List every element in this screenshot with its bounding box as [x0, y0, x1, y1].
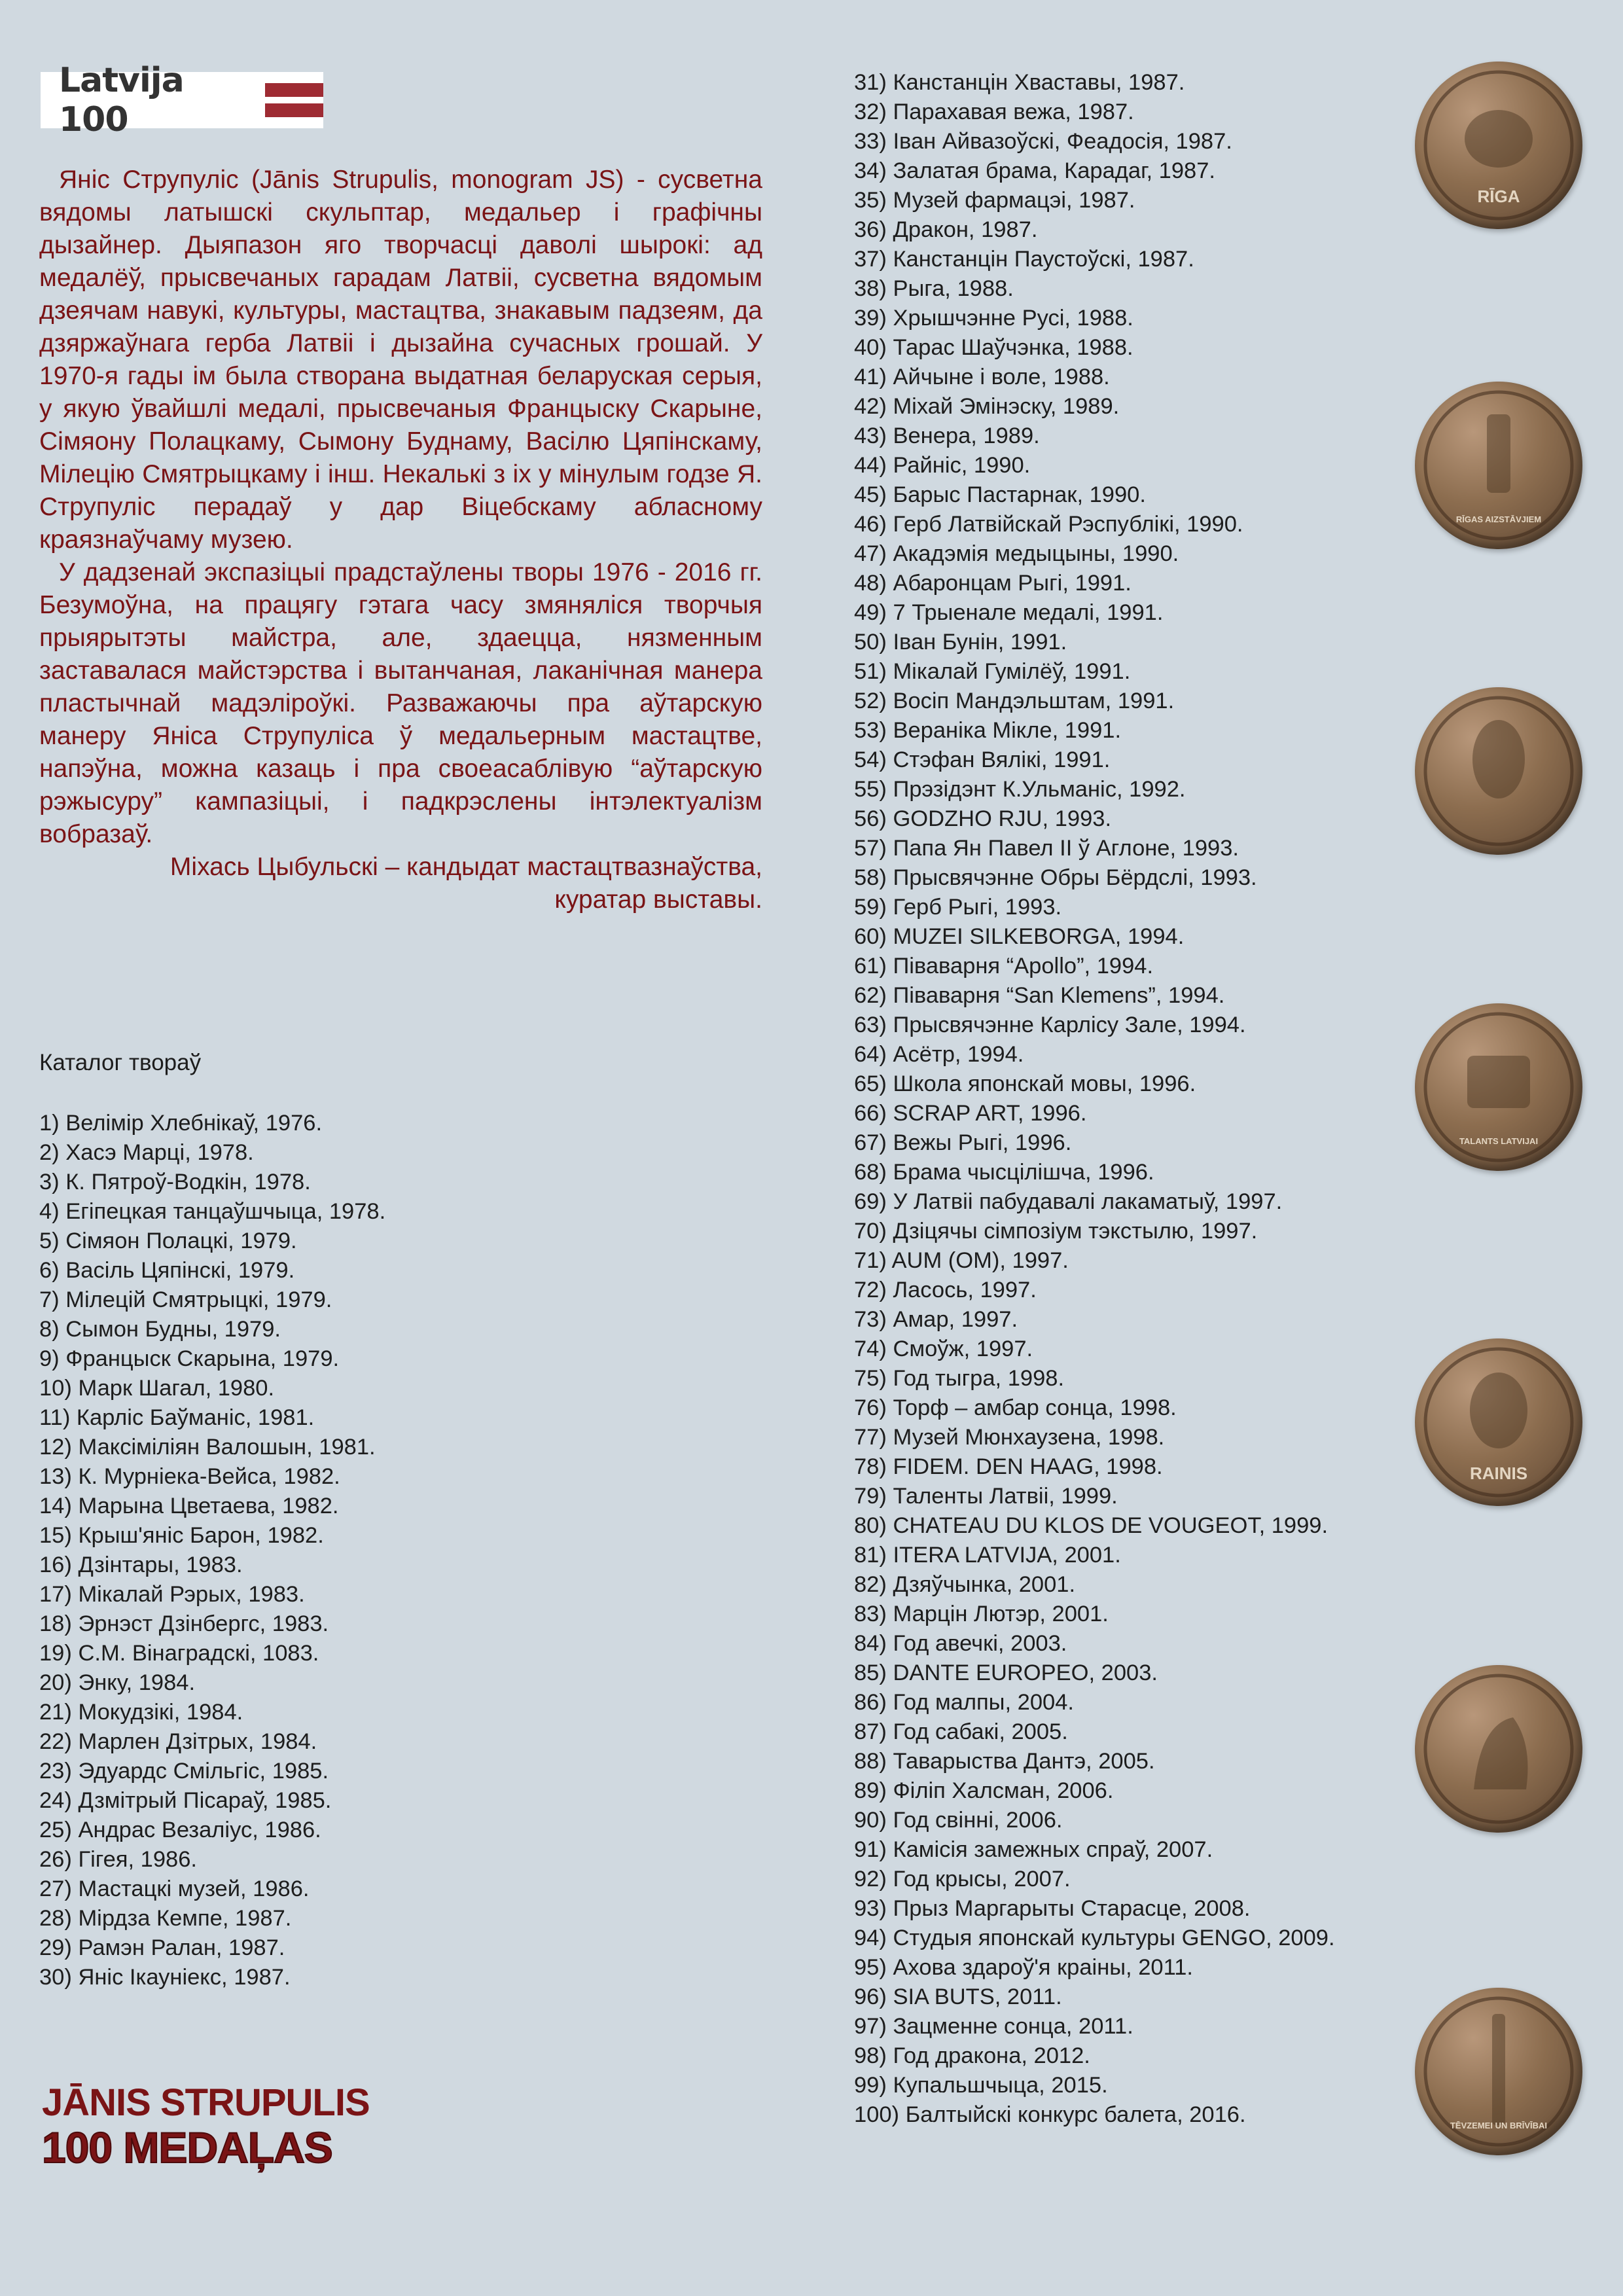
catalog-item: 87) Год сабакі, 2005.	[854, 1719, 1068, 1744]
intro-paragraph-1: Яніс Струпуліс (Jānis Strupulis, monogram JS) - сусветна вядомы латышскі скульптар, медальер і графічны дызайнер. Дыяпазон яго творчасці даволі шырокі: ад медалёў, прысвечаных гарадам Латвіі, сусветна вядомым дзеячам навукі, культуры, мастацтва, знакавым падзеям, да дзяржаўнага герба Латвіі і дызайна сучасных грошай. У 1970-я гады ім была створана выдатная беларуская серыя, у якую ўвайшлі медалі, прысвечаныя Францыску Скарыне, Сімяону Полацкаму, Сымону Буднаму, Васілю Цяпінскаму, Мілецію Смятрыцкаму і інш. Некалькі з іх у мінулым годзе Я. Струпуліс перадаў у дар Віцебскаму абласному краязнаўчаму музею.	[39, 166, 762, 554]
catalog-item: 59) Герб Рыгі, 1993.	[854, 895, 1062, 920]
brand-medal-count: 100 MEDAĻAS	[42, 2123, 332, 2172]
catalog-item: 60) MUZEI SILKEBORGA, 1994.	[854, 924, 1185, 949]
catalog-list-right	[854, 68, 1417, 2130]
catalog-item: 76) Торф – амбар сонца, 1998.	[854, 1395, 1177, 1420]
catalog-item: 37) Канстанцін Паустоўскі, 1987.	[854, 247, 1194, 272]
catalog-item: 53) Вераніка Мікле, 1991.	[854, 718, 1122, 743]
catalog-item: 41) Айчыне і волe, 1988.	[854, 365, 1110, 389]
catalog-item: 77) Музей Мюнхаузена, 1998.	[854, 1425, 1165, 1450]
logo-text: Latvija 100	[59, 61, 184, 139]
catalog-title: Каталог твораў	[39, 1050, 202, 1075]
catalog-item: 82) Дзяўчынка, 2001.	[854, 1572, 1076, 1597]
catalog-item: 23) Эдуардс Смільгіс, 1985.	[39, 1759, 329, 1784]
catalog-item: 68) Брама чысцілішча, 1996.	[854, 1160, 1154, 1185]
catalog-item: 10) Марк Шагал, 1980.	[39, 1376, 275, 1401]
catalog-item: 43) Венера, 1989.	[854, 423, 1040, 448]
catalog-item: 83) Марцін Лютэр, 2001.	[854, 1602, 1109, 1626]
catalog-item: 29) Рамэн Ралан, 1987.	[39, 1935, 285, 1960]
catalog-item: 9) Францыск Скарына, 1979.	[39, 1346, 340, 1371]
catalog-item: 57) Папа Ян Павел ІІ ў Аглоне, 1993.	[854, 836, 1239, 861]
catalog-item: 67) Вежы Рыгі, 1996.	[854, 1130, 1072, 1155]
talants-latvijai-medal-icon	[1415, 1003, 1582, 1171]
catalog-item: 74) Смоўж, 1997.	[854, 1336, 1033, 1361]
catalog-item: 81) ITERA LATVIJA, 2001.	[854, 1543, 1121, 1568]
intro-paragraph-2: У дадзенай экспазіцыі прадстаўлены творы 1976 - 2016 гг. Безумоўна, на працягу гэтага часу змяняліся творчыя прыярытэты майстра, але, здаецца, нязменным заставалася майстэрства і вытанчаная, лаканічная манера пластычнай мадэліроўкі. Разважаючы пра аўтарскую манеру Яніса Струпуліса ў медальерным мастацтве, напэўна, можна казаць і пра своеасаблівую “аўтарскую рэжысуру” кампазіцыі, і падкрэслены інтэлектуалізм вобразаў.	[39, 558, 762, 848]
catalog-item: 58) Прысвячэнне Обры Бёрдслі, 1993.	[854, 865, 1257, 890]
catalog-item: 56) GODZHO RJU, 1993.	[854, 806, 1112, 831]
catalog-item: 17) Мікалай Рэрых, 1983.	[39, 1582, 305, 1607]
catalog-list-left	[39, 1109, 785, 1992]
catalog-item: 24) Дзмітрый Пісараў, 1985.	[39, 1788, 332, 1813]
catalog-item: 26) Гігея, 1986.	[39, 1847, 197, 1872]
catalog-item: 92) Год крысы, 2007.	[854, 1867, 1071, 1892]
catalog-item: 5) Сімяон Полацкі, 1979.	[39, 1229, 297, 1253]
catalog-item: 3) К. Пятроў-Водкін, 1978.	[39, 1170, 311, 1194]
catalog-item: 72) Ласось, 1997.	[854, 1278, 1037, 1302]
catalog-item: 97) Зацменне сонца, 2011.	[854, 2014, 1133, 2039]
medal-inscription: TĒVZEMEI UN BRĪVĪBAI	[1450, 2121, 1548, 2130]
catalog-item: 22) Марлен Дзітрых, 1984.	[39, 1729, 317, 1754]
catalog-item: 80) CHATEAU DU KLOS DE VOUGEOT, 1999.	[854, 1513, 1329, 1538]
catalog-item: 32) Парахавая вежа, 1987.	[854, 99, 1134, 124]
catalog-item: 38) Рыга, 1988.	[854, 276, 1014, 301]
seated-figure-medal-icon	[1415, 1665, 1582, 1833]
catalog-item: 66) SCRAP ART, 1996.	[854, 1101, 1087, 1126]
catalog-item: 34) Залатая брама, Карадаг, 1987.	[854, 158, 1215, 183]
medal-inscription: RĪGA	[1477, 187, 1520, 206]
catalog-item: 85) DANTE EUROPEO, 2003.	[854, 1660, 1158, 1685]
catalog-item: 39) Хрышчэнне Русі, 1988.	[854, 306, 1133, 331]
catalog-item: 100) Балтыйскі конкурс балета, 2016.	[854, 2102, 1246, 2127]
catalog-item: 35) Музей фармацэі, 1987.	[854, 188, 1135, 213]
catalog-item: 79) Таленты Латвіі, 1999.	[854, 1484, 1118, 1509]
catalog-item: 18) Эрнэст Дзінбергс, 1983.	[39, 1611, 329, 1636]
medal-inscription: RĪGAS AIZSTĀVJIEM	[1455, 514, 1542, 524]
catalog-item: 94) Студыя японскай культуры GENGO, 2009.	[854, 1926, 1335, 1950]
catalog-item: 64) Асётр, 1994.	[854, 1042, 1024, 1067]
rainis-portrait-medal-icon	[1415, 1338, 1582, 1506]
catalog-item: 27) Мастацкі музей, 1986.	[39, 1876, 310, 1901]
catalog-item: 70) Дзіцячы сімпозіум тэкстылю, 1997.	[854, 1219, 1258, 1244]
tevzemei-un-brivibai-medal-icon	[1415, 1988, 1582, 2155]
catalog-item: 15) Крыш'яніс Барон, 1982.	[39, 1523, 324, 1548]
catalog-item: 6) Васіль Цяпінскі, 1979.	[39, 1258, 295, 1283]
catalog-item: 96) SIA BUTS, 2011.	[854, 1984, 1062, 2009]
brand-artist-name: JĀNIS STRUPULIS	[42, 2081, 370, 2124]
catalog-item: 91) Камісія замежных спраў, 2007.	[854, 1837, 1213, 1862]
catalog-item: 61) Піваварня “Apollo”, 1994.	[854, 954, 1154, 978]
catalog-item: 31) Канстанцін Хваставы, 1987.	[854, 70, 1185, 95]
catalog-item: 7) Мілецій Смятрыцкі, 1979.	[39, 1287, 332, 1312]
catalog-item: 71) AUM (OM), 1997.	[854, 1248, 1069, 1273]
catalog-item: 89) Філіп Халсман, 2006.	[854, 1778, 1114, 1803]
catalog-item: 40) Тарас Шаўчэнка, 1988.	[854, 335, 1133, 360]
catalog-item: 88) Таварыства Дантэ, 2005.	[854, 1749, 1155, 1774]
catalog-item: 95) Ахова здароў'я краіны, 2011.	[854, 1955, 1194, 1980]
catalog-item: 65) Школа японскай мовы, 1996.	[854, 1071, 1196, 1096]
latvian-flag-icon	[265, 83, 323, 117]
catalog-item: 52) Восіп Мандэльштам, 1991.	[854, 689, 1175, 713]
catalog-item: 8) Сымон Будны, 1979.	[39, 1317, 281, 1342]
catalog-item: 44) Райніс, 1990.	[854, 453, 1031, 478]
signature-line-1: Міхась Цыбульскі – кандыдат мастацтвазнаўства,	[169, 853, 762, 881]
catalog-item: 46) Герб Латвійскай Рэспублікі, 1990.	[854, 512, 1243, 537]
catalog-item: 50) Іван Бунін, 1991.	[854, 630, 1067, 655]
catalog-item: 28) Мірдза Кемпе, 1987.	[39, 1906, 292, 1931]
catalog-item: 30) Яніс Ікауніекс, 1987.	[39, 1965, 291, 1990]
catalog-item: 73) Амар, 1997.	[854, 1307, 1018, 1332]
riga-coat-of-arms-medal-icon	[1415, 62, 1582, 229]
catalog-item: 48) Абаронцам Рыгі, 1991.	[854, 571, 1132, 596]
peasant-figure-medal-icon	[1415, 687, 1582, 855]
catalog-item: 51) Мікалай Гумілёў, 1991.	[854, 659, 1131, 684]
catalog-item: 14) Марына Цветаева, 1982.	[39, 1494, 339, 1518]
catalog-item: 16) Дзінтары, 1983.	[39, 1552, 243, 1577]
catalog-item: 13) К. Мурніека-Вейса, 1982.	[39, 1464, 340, 1489]
intro-text	[39, 164, 762, 916]
catalog-item: 19) С.М. Вінаградскі, 1083.	[39, 1641, 319, 1666]
medal-inscription: RAINIS	[1469, 1463, 1528, 1483]
catalog-item: 45) Барыс Пастарнак, 1990.	[854, 482, 1146, 507]
catalog-item: 75) Год тыгра, 1998.	[854, 1366, 1065, 1391]
catalog-item: 47) Акадэмія медыцыны, 1990.	[854, 541, 1179, 566]
catalog-item: 49) 7 Трыенале медалі, 1991.	[854, 600, 1164, 625]
signature-line-2: куратар выставы.	[554, 886, 762, 914]
catalog-item: 36) Дракон, 1987.	[854, 217, 1038, 242]
catalog-item: 12) Максіміліян Валошын, 1981.	[39, 1435, 376, 1460]
exhibition-brand	[42, 2081, 370, 2170]
catalog-item: 98) Год дракона, 2012.	[854, 2043, 1090, 2068]
catalog-item: 20) Энку, 1984.	[39, 1670, 196, 1695]
catalog-item: 69) У Латвіі пабудавалі лакаматыў, 1997.	[854, 1189, 1283, 1214]
catalog-item: 4) Егіпецкая танцаўшчыца, 1978.	[39, 1199, 386, 1224]
catalog-item: 25) Андрас Везаліус, 1986.	[39, 1818, 321, 1842]
catalog-item: 99) Купальшчыца, 2015.	[854, 2073, 1108, 2098]
riga-tower-medal-icon	[1415, 382, 1582, 549]
catalog-item: 21) Мокудзікі, 1984.	[39, 1700, 243, 1725]
catalog-item: 90) Год свінні, 2006.	[854, 1808, 1063, 1833]
medal-inscription: TALANTS LATVIJAI	[1459, 1136, 1539, 1146]
catalog-item: 84) Год авечкі, 2003.	[854, 1631, 1067, 1656]
catalog-item: 54) Стэфан Вялікі, 1991.	[854, 747, 1111, 772]
catalog-item: 62) Піваварня “San Klemens”, 1994.	[854, 983, 1225, 1008]
catalog-item: 63) Прысвячэнне Карлісу Зале, 1994.	[854, 1013, 1246, 1037]
catalog-item: 86) Год малпы, 2004.	[854, 1690, 1074, 1715]
latvija-100-logo	[41, 61, 323, 139]
catalog-item: 93) Прыз Маргарыты Старасце, 2008.	[854, 1896, 1251, 1921]
catalog-item: 1) Велімір Хлебнікаў, 1976.	[39, 1111, 323, 1136]
catalog-item: 55) Прэзідэнт К.Ульманіс, 1992.	[854, 777, 1186, 802]
catalog-item: 33) Іван Айвазоўскі, Феадосія, 1987.	[854, 129, 1232, 154]
catalog-item: 78) FIDEM. DEN HAAG, 1998.	[854, 1454, 1163, 1479]
catalog-item: 11) Карліс Баўманіс, 1981.	[39, 1405, 315, 1430]
catalog-item: 42) Міхай Эмінэску, 1989.	[854, 394, 1120, 419]
catalog-item: 2) Хасэ Марці, 1978.	[39, 1140, 254, 1165]
